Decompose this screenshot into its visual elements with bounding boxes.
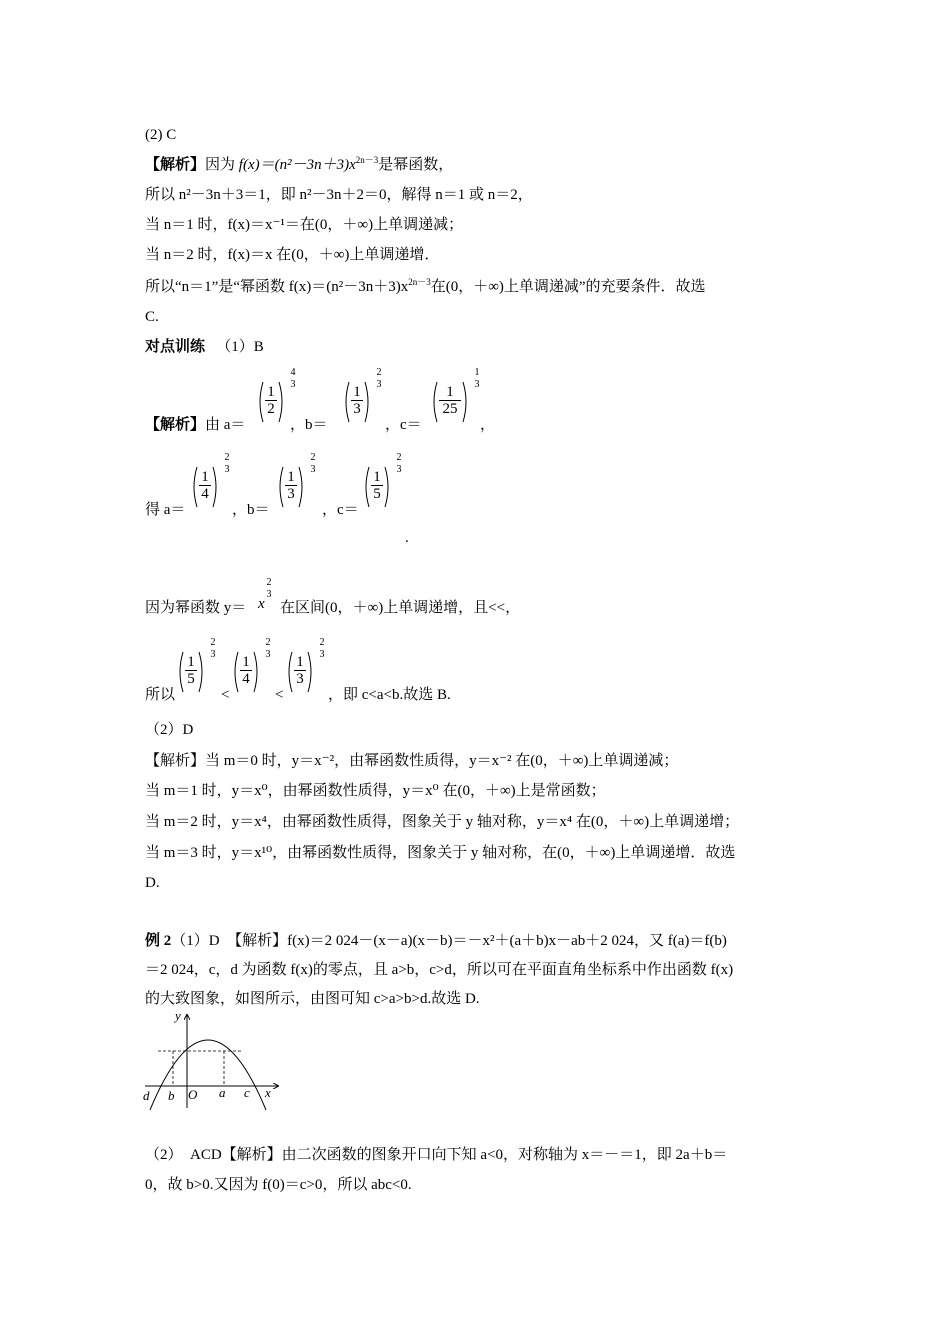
exponent-numerator: 2: [265, 637, 271, 648]
graph-label-a: a: [219, 1085, 226, 1100]
numerator: 1: [296, 654, 304, 670]
exponent-numerator: 2: [376, 367, 382, 378]
fraction: [351, 384, 363, 417]
graph-label-o: O: [188, 1087, 198, 1102]
left-paren: [346, 382, 349, 422]
left-paren: [194, 467, 197, 507]
exponent-numerator: 1: [474, 367, 480, 378]
exponent-denominator: 3: [376, 379, 382, 390]
exponent: [308, 453, 318, 475]
graph-label-x: x: [265, 1085, 271, 1100]
exponent-denominator: 3: [224, 464, 230, 475]
answer-2-header: (2) C: [145, 127, 177, 143]
right-paren: [279, 382, 282, 422]
fraction-c-fifth-pow-2-3: [362, 452, 406, 511]
analysis-line-4: 当 n＝2 时，f(x)＝x 在(0，＋∞)上单调递增．: [145, 247, 440, 263]
right-paren: [299, 467, 302, 507]
fraction-row-1-sep-b: ，b＝: [290, 417, 328, 433]
right-paren: [463, 382, 466, 422]
denominator: 5: [371, 485, 383, 502]
analysis-line-2: 所以 n²－3n＋3＝1，即 n²－3n＋2＝0，解得 n＝1 或 n＝2，: [145, 187, 533, 203]
power-function-line-rest: 在区间(0，＋∞)上单调递增，且<<，: [280, 600, 521, 616]
numerator: 1: [201, 469, 209, 485]
left-paren: [260, 382, 263, 422]
fraction: [294, 654, 306, 687]
denominator: 2: [265, 400, 277, 417]
right-paren: [254, 652, 257, 692]
analysis-m3: 当 m＝3 时，y＝x¹⁰，由幂函数性质得，图象关于 y 轴对称，在(0，＋∞)上单调递增．故选: [145, 845, 736, 861]
analysis-line-5: 所以“n＝1”是“幂函数 $f(x)=(n^2-3n+3)x^{2n-3}$在(0，＋∞)上单调递减”的充要条件．故选: [145, 277, 706, 295]
graph-label-d: d: [143, 1088, 150, 1103]
exponent: [208, 638, 218, 660]
denominator: 25: [439, 400, 461, 417]
practice-header: 对点训练 （1）B: [145, 339, 264, 355]
exponent-numerator: 4: [290, 367, 296, 378]
analysis-m2: 当 m＝2 时，y＝x⁴，由幂函数性质得，图象关于 y 轴对称，y＝x⁴ 在(0，＋∞)上单调递增；: [145, 814, 740, 830]
example-2-line-1: 例 2（1）D 【解析】f(x)＝2 024－(x－a)(x－b)＝－x²＋(a＋b)x－ab＋2 024，又 f(a)＝f(b): [145, 933, 727, 949]
right-paren: [213, 467, 216, 507]
numerator: 1: [373, 469, 381, 485]
fraction-row-1-sep-c: ，c＝: [385, 417, 422, 433]
fraction-b-third-pow-2-3-row2: [276, 452, 320, 511]
compare-line-text: 所以: [145, 687, 176, 703]
fraction-c-25th-pow-1-3: [430, 367, 484, 426]
fraction-row-2-sep-c: ，c＝: [322, 502, 359, 518]
analysis-m3-end: D.: [145, 875, 160, 891]
exponent-numerator: 2: [266, 577, 272, 588]
power-function-line: 因为幂函数 y＝: [145, 600, 247, 616]
compare-line-rest: ，即 c<a<b.故选 B.: [328, 687, 451, 703]
exponent: [317, 638, 327, 660]
exponent-denominator: 3: [210, 649, 216, 660]
answer-2-d: （2）D: [145, 722, 194, 738]
fraction-compare-quarter: [231, 637, 275, 696]
less-than-2: <: [275, 687, 284, 703]
exponent-numerator: 2: [210, 637, 216, 648]
analysis-line-1: 【解析】因为 $f(x)=(n^2-3n+3)x^{2n-3}$是幂函数，: [145, 155, 454, 173]
exponent-denominator: 3: [266, 589, 272, 600]
denominator: 4: [199, 485, 211, 502]
analysis-m0: 【解析】当 m＝0 时，y＝x⁻²，由幂函数性质得，y＝x⁻² 在(0，＋∞)上单调递减；: [145, 753, 679, 769]
exponent-denominator: 3: [310, 464, 316, 475]
left-paren: [180, 652, 183, 692]
left-paren: [280, 467, 283, 507]
exponent: [222, 453, 232, 475]
exponent-denominator: 3: [474, 379, 480, 390]
right-paren: [385, 467, 388, 507]
numerator: 1: [353, 384, 361, 400]
denominator: 3: [294, 670, 306, 687]
fraction: [285, 469, 297, 502]
exponent-numerator: 2: [396, 452, 402, 463]
analysis-line-3: 当 n＝1 时，f(x)＝x⁻¹＝在(0，＋∞)上单调递减；: [145, 217, 464, 233]
fraction-compare-third: [285, 637, 329, 696]
example-2-part-2-line-1: （2） ACD【解析】由二次函数的图象开口向下知 a<0，对称轴为 x＝－＝1，即 2a＋b＝: [145, 1147, 728, 1163]
fraction-row-2-sep-b: ，b＝: [232, 502, 270, 518]
exponent-numerator: 2: [310, 452, 316, 463]
exponent-denominator: 3: [265, 649, 271, 660]
fraction-compare-fifth: [176, 637, 220, 696]
analysis-line-6: C.: [145, 309, 159, 325]
numerator: 1: [242, 654, 250, 670]
exponent: [374, 368, 384, 390]
numerator: 1: [267, 384, 275, 400]
denominator: 5: [185, 670, 197, 687]
example-2-line-2: ＝2 024，c，d 为函数 f(x)的零点，且 a>b，c>d，所以可在平面直角坐标系中作出函数 f(x): [145, 962, 734, 978]
fraction-row-1-text: 【解析】由 a＝: [145, 417, 246, 433]
analysis-m1: 当 m＝1 时，y＝x⁰，由幂函数性质得，y＝x⁰ 在(0，＋∞)上是常函数；: [145, 783, 606, 799]
fraction-a-quarter-pow-2-3: [190, 452, 234, 511]
power-x: x: [258, 596, 265, 612]
fraction: [199, 469, 211, 502]
fraction: [371, 469, 383, 502]
fraction: [439, 384, 461, 417]
exponent-denominator: 3: [396, 464, 402, 475]
right-paren: [199, 652, 202, 692]
right-paren: [365, 382, 368, 422]
example-2-line-3: 的大致图象，如图所示，由图可知 c>a>b>d.故选 D.: [145, 991, 480, 1007]
exponent-x-2-3: [264, 578, 276, 608]
left-paren: [235, 652, 238, 692]
right-paren: [308, 652, 311, 692]
graph-label-c: c: [244, 1085, 250, 1100]
less-than-1: <: [221, 687, 230, 703]
exponent: [288, 368, 298, 390]
left-paren: [434, 382, 437, 422]
fraction: [265, 384, 277, 417]
exponent-numerator: 2: [319, 637, 325, 648]
left-paren: [289, 652, 292, 692]
exponent: [263, 638, 273, 660]
exponent-numerator: 2: [224, 452, 230, 463]
numerator: 1: [446, 384, 454, 400]
fraction-a-half-pow-4-3: [256, 367, 300, 426]
exponent: [472, 368, 482, 390]
fraction-row-2-text: 得 a＝: [145, 502, 186, 518]
denominator: 3: [351, 400, 363, 417]
exponent-denominator: 3: [319, 649, 325, 660]
example-2-part-2-line-2: 0，故 b>0.又因为 f(0)＝c>0，所以 abc<0.: [145, 1177, 412, 1193]
fraction: [240, 654, 252, 687]
graph-label-b: b: [168, 1088, 175, 1103]
numerator: 1: [287, 469, 295, 485]
denominator: 4: [240, 670, 252, 687]
exponent: [394, 453, 404, 475]
exponent-denominator: 3: [290, 379, 296, 390]
graph-label-y: y: [175, 1008, 181, 1023]
left-paren: [366, 467, 369, 507]
numerator: 1: [187, 654, 195, 670]
fraction-row-1-end: ，: [480, 417, 496, 433]
denominator: 3: [285, 485, 297, 502]
exponent: [264, 578, 274, 600]
fraction-b-third-pow-2-3: [342, 367, 386, 426]
dot-line: .: [405, 530, 409, 546]
fraction: [185, 654, 197, 687]
